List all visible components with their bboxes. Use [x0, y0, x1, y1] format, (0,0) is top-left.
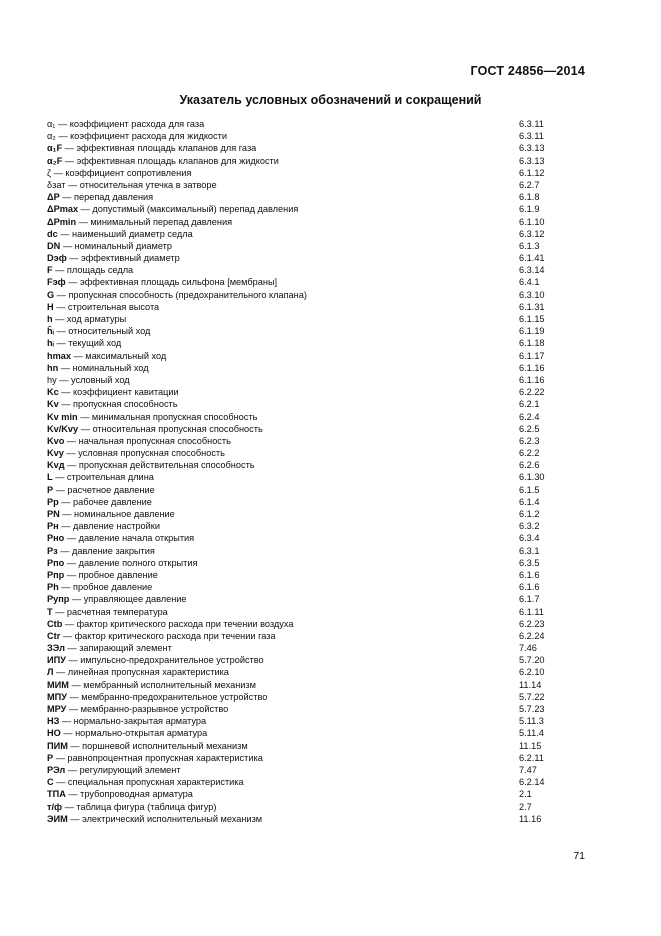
entry-description: — коэффициент расхода для жидкости	[55, 131, 227, 142]
list-item	[47, 191, 587, 203]
entry-reference: 6.1.11	[519, 606, 544, 617]
entry-description: — пропускная способность (предохранительного клапана)	[54, 289, 307, 300]
entry-reference: 5.7.22	[519, 691, 545, 702]
entry-description: — давление настройки	[58, 521, 160, 532]
list-item	[47, 325, 587, 337]
entry-symbol: Kvo	[47, 435, 65, 446]
entry-symbol: Kv min	[47, 411, 78, 422]
entry-description: — запирающий элемент	[64, 643, 172, 654]
entry-description: — пробное давление	[58, 582, 153, 593]
entry-description: — эффективная площадь клапанов для газа	[62, 143, 257, 154]
entry-reference: 6.1.2	[519, 509, 540, 519]
entry-symbol: F	[47, 265, 53, 276]
entry-reference: 5.11.4	[519, 728, 544, 739]
entry-symbol: МИМ	[47, 679, 69, 690]
entry-reference: 6.1.15	[519, 314, 545, 324]
entry-symbol: Pпр	[47, 569, 65, 580]
entry-description: — условный ход	[56, 374, 130, 385]
entry-symbol: Kc	[47, 387, 59, 398]
list-item	[47, 557, 587, 569]
entry-reference: 6.1.7	[519, 594, 540, 605]
entry-description: — максимальный ход	[71, 350, 167, 361]
list-item	[47, 618, 587, 630]
symbols-list	[47, 118, 587, 825]
list-item	[47, 569, 587, 581]
entry-reference: 6.2.1	[519, 399, 540, 410]
entry-description: — пропускная способность	[58, 399, 178, 410]
list-item	[47, 654, 587, 666]
entry-description: — пробное давление	[64, 569, 158, 580]
entry-reference: 6.1.18	[519, 338, 545, 349]
entry-symbol: Pр	[47, 496, 59, 507]
entry-symbol: G	[47, 289, 55, 300]
entry-description: — номинальное давление	[59, 509, 175, 519]
list-item	[47, 484, 587, 496]
entry-reference: 6.2.3	[519, 435, 540, 446]
entry-symbol: Р	[47, 752, 54, 763]
entry-symbol: hn	[47, 362, 59, 373]
entry-description: — перепад давления	[59, 192, 154, 203]
entry-reference: 6.3.5	[519, 557, 540, 568]
list-item	[47, 593, 587, 605]
entry-description: — наименьший диаметр седла	[57, 228, 193, 239]
list-item	[47, 715, 587, 727]
entry-symbol: ИПУ	[47, 655, 66, 666]
entry-reference: 6.3.2	[519, 521, 540, 532]
entry-symbol: РЭл	[47, 764, 66, 775]
entry-reference: 6.2.10	[519, 667, 545, 678]
entry-reference: 5.11.3	[519, 716, 544, 727]
entry-symbol: H	[47, 301, 54, 312]
list-item	[47, 203, 587, 215]
list-item	[47, 264, 587, 276]
entry-symbol: НО	[47, 728, 61, 739]
entry-description: — электрический исполнительный механизм	[67, 813, 263, 824]
list-item	[47, 459, 587, 471]
entry-reference: 6.1.10	[519, 216, 545, 227]
entry-symbol: Kv	[47, 399, 59, 410]
list-item	[47, 118, 587, 130]
entry-symbol: DN	[47, 240, 61, 251]
entry-reference: 6.3.4	[519, 533, 540, 544]
entry-symbol: hmax	[47, 350, 72, 361]
entry-reference: 6.2.7	[519, 179, 540, 190]
entry-reference: 6.3.10	[519, 289, 545, 300]
list-item	[47, 606, 587, 618]
list-item	[47, 545, 587, 557]
list-item	[47, 508, 587, 520]
entry-reference: 6.1.12	[519, 167, 545, 178]
list-item	[47, 350, 587, 362]
entry-reference: 6.1.41	[519, 253, 545, 264]
list-item	[47, 398, 587, 410]
entry-reference: 7.47	[519, 764, 537, 775]
entry-description: — расчетное давление	[53, 484, 155, 495]
entry-description: — мембранно-предохранительное устройство	[66, 691, 268, 702]
list-item	[47, 788, 587, 800]
entry-reference: 6.1.4	[519, 496, 540, 507]
entry-description: — трубопроводная арматура	[65, 789, 193, 800]
entry-reference: 6.1.6	[519, 569, 540, 580]
list-item	[47, 386, 587, 398]
entry-description: — номинальный ход	[58, 362, 149, 373]
entry-reference: 6.3.11	[519, 131, 544, 142]
entry-description: — ход арматуры	[52, 314, 127, 324]
list-item	[47, 752, 587, 764]
list-item	[47, 581, 587, 593]
list-item	[47, 252, 587, 264]
entry-symbol: Ctb	[47, 618, 63, 629]
list-item	[47, 630, 587, 642]
entry-description: — номинальный диаметр	[60, 240, 172, 251]
list-item	[47, 679, 587, 691]
entry-description: — относительная утечка в затворе	[65, 179, 217, 190]
entry-description: — коэффициент кавитации	[58, 387, 179, 398]
entry-reference: 6.1.6	[519, 582, 540, 593]
entry-reference: 6.1.16	[519, 362, 545, 373]
entry-symbol: h̄ᵢ	[47, 326, 54, 337]
list-item	[47, 447, 587, 459]
entry-description: — регулирующий элемент	[65, 764, 181, 775]
entry-description: — линейная пропускная характеристика	[53, 667, 229, 678]
entry-description: — давление начала открытия	[64, 533, 195, 544]
entry-description: — относительная пропускная способность	[78, 423, 263, 434]
entry-reference: 6.3.13	[519, 155, 545, 166]
entry-symbol: ЭИМ	[47, 813, 68, 824]
list-item	[47, 691, 587, 703]
entry-reference: 2.7	[519, 801, 532, 812]
entry-symbol: Pз	[47, 545, 58, 556]
entry-description: — относительный ход	[53, 326, 151, 337]
list-item	[47, 216, 587, 228]
entry-description: — коэффициент сопротивления	[51, 167, 192, 178]
entry-description: — фактор критического расхода при течении воздуха	[62, 618, 294, 629]
entry-symbol: hᵢ	[47, 338, 54, 349]
entry-description: — фактор критического расхода при течении газа	[60, 630, 276, 641]
list-item	[47, 423, 587, 435]
entry-reference: 11.14	[519, 679, 542, 690]
entry-symbol: ζ	[47, 167, 52, 178]
entry-reference: 6.3.14	[519, 265, 545, 276]
entry-reference: 5.7.20	[519, 655, 545, 666]
entry-reference: 6.2.22	[519, 387, 545, 398]
entry-description: — площадь седла	[52, 265, 134, 276]
entry-symbol: α₁	[47, 119, 56, 129]
list-item	[47, 532, 587, 544]
entry-description: — строительная высота	[53, 301, 160, 312]
entry-reference: 6.1.19	[519, 326, 545, 337]
list-item	[47, 289, 587, 301]
entry-reference: 6.1.17	[519, 350, 545, 361]
entry-reference: 6.1.31	[519, 301, 545, 312]
entry-reference: 6.4.1	[519, 277, 540, 288]
entry-reference: 6.2.24	[519, 630, 545, 641]
entry-description: — поршневой исполнительный механизм	[67, 740, 248, 751]
entry-symbol: dc	[47, 228, 58, 239]
entry-reference: 6.2.4	[519, 411, 540, 422]
list-item	[47, 240, 587, 252]
entry-symbol: Dэф	[47, 253, 67, 264]
entry-description: — нормально-закрытая арматура	[59, 716, 207, 727]
entry-description: — коэффициент расхода для газа	[55, 119, 205, 129]
entry-reference: 6.2.11	[519, 752, 544, 763]
list-item	[47, 642, 587, 654]
entry-symbol: Л	[47, 667, 54, 678]
entry-symbol: hу	[47, 374, 57, 385]
list-item	[47, 666, 587, 678]
list-item	[47, 155, 587, 167]
list-item	[47, 520, 587, 532]
entry-symbol: Pпо	[47, 557, 65, 568]
entry-description: — эффективный диаметр	[66, 253, 180, 264]
entry-symbol: МПУ	[47, 691, 67, 702]
entry-description: — управляющее давление	[69, 594, 187, 605]
entry-reference: 6.1.16	[519, 374, 545, 385]
entry-symbol: α₂	[47, 131, 56, 142]
entry-reference: 6.2.5	[519, 423, 540, 434]
entry-symbol: ΔPmax	[47, 204, 79, 215]
list-item	[47, 740, 587, 752]
entry-reference: 6.1.5	[519, 484, 540, 495]
entry-description: — допустимый (максимальный) перепад давления	[78, 204, 299, 215]
entry-symbol: ТПА	[47, 789, 66, 800]
entry-description: — минимальная пропускная способность	[77, 411, 258, 422]
entry-reference: 11.16	[519, 813, 542, 824]
list-item	[47, 301, 587, 313]
entry-reference: 6.3.12	[519, 228, 545, 239]
entry-description: — таблица фигура (таблица фигур)	[62, 801, 217, 812]
entry-description: — эффективная площадь сильфона [мембраны]	[65, 277, 278, 288]
page-title: Указатель условных обозначений и сокращений	[179, 93, 482, 107]
entry-description: — строительная длина	[52, 472, 154, 483]
list-item	[47, 435, 587, 447]
list-item	[47, 276, 587, 288]
entry-description: — давление закрытия	[57, 545, 155, 556]
entry-reference: 6.3.13	[519, 143, 545, 154]
entry-reference: 6.1.9	[519, 204, 540, 215]
entry-symbol: α₂F	[47, 155, 63, 166]
entry-symbol: δзат	[47, 179, 66, 190]
entry-description: — пропускная действительная способность	[64, 460, 255, 471]
list-item	[47, 362, 587, 374]
entry-symbol: Pупр	[47, 594, 70, 605]
entry-symbol: Fэф	[47, 277, 66, 288]
entry-reference: 11.15	[519, 740, 542, 751]
entry-description: — рабочее давление	[58, 496, 152, 507]
entry-description: — специальная пропускная характеристика	[53, 777, 244, 788]
list-item	[47, 142, 587, 154]
entry-symbol: Kvд	[47, 460, 65, 471]
entry-reference: 2.1	[519, 789, 532, 800]
list-item	[47, 703, 587, 715]
entry-symbol: МРУ	[47, 704, 67, 714]
entry-symbol: h	[47, 314, 53, 324]
entry-reference: 5.7.23	[519, 704, 545, 714]
entry-description: — мембранный исполнительный механизм	[68, 679, 256, 690]
list-item	[47, 130, 587, 142]
entry-description: — условная пропускная способность	[63, 448, 225, 459]
list-item	[47, 374, 587, 386]
document-code: ГОСТ 24856—2014	[470, 64, 585, 78]
entry-symbol: ЗЭл	[47, 643, 65, 654]
entry-symbol: Kv/Kvy	[47, 423, 79, 434]
entry-symbol: P	[47, 484, 54, 495]
list-item	[47, 801, 587, 813]
entry-reference: 6.2.2	[519, 448, 540, 459]
entry-symbol: Pно	[47, 533, 65, 544]
entry-reference: 6.3.11	[519, 119, 544, 129]
entry-reference: 6.1.8	[519, 192, 540, 203]
entry-reference: 6.1.30	[519, 472, 545, 483]
entry-description: — текущий ход	[53, 338, 122, 349]
entry-reference: 6.3.1	[519, 545, 540, 556]
entry-symbol: T	[47, 606, 53, 617]
entry-symbol: PN	[47, 509, 60, 519]
entry-symbol: ПИМ	[47, 740, 68, 751]
entry-description: — давление полного открытия	[64, 557, 198, 568]
list-item	[47, 228, 587, 240]
entry-reference: 7.46	[519, 643, 537, 654]
list-item	[47, 764, 587, 776]
entry-description: — нормально-открытая арматура	[60, 728, 208, 739]
entry-reference: 6.2.14	[519, 777, 545, 788]
entry-symbol: т/ф	[47, 801, 63, 812]
entry-symbol: Pн	[47, 521, 59, 532]
entry-description: — равнопроцентная пропускная характеристика	[53, 752, 263, 763]
entry-symbol: L	[47, 472, 53, 483]
entry-symbol: Ph	[47, 582, 59, 593]
entry-description: — эффективная площадь клапанов для жидкости	[62, 155, 279, 166]
entry-symbol: НЗ	[47, 716, 60, 727]
list-item	[47, 776, 587, 788]
entry-reference: 6.2.6	[519, 460, 540, 471]
entry-reference: 6.1.3	[519, 240, 540, 251]
entry-symbol: α₁F	[47, 143, 63, 154]
list-item	[47, 727, 587, 739]
entry-description: — начальная пропускная способность	[64, 435, 231, 446]
list-item	[47, 496, 587, 508]
page-number: 71	[573, 850, 585, 862]
entry-symbol: Ctr	[47, 630, 61, 641]
list-item	[47, 411, 587, 423]
list-item	[47, 313, 587, 325]
entry-symbol: Kvy	[47, 448, 64, 459]
list-item	[47, 179, 587, 191]
list-item	[47, 813, 587, 825]
entry-symbol: С	[47, 777, 54, 788]
entry-description: — минимальный перепад давления	[76, 216, 233, 227]
entry-reference: 6.2.23	[519, 618, 545, 629]
entry-description: — импульсно-предохранительное устройство	[65, 655, 264, 666]
entry-description: — расчетная температура	[52, 606, 168, 617]
list-item	[47, 337, 587, 349]
list-item	[47, 167, 587, 179]
entry-symbol: ΔPmin	[47, 216, 77, 227]
entry-symbol: ΔP	[47, 192, 60, 203]
entry-description: — мембранно-разрывное устройство	[66, 704, 229, 714]
list-item	[47, 471, 587, 483]
